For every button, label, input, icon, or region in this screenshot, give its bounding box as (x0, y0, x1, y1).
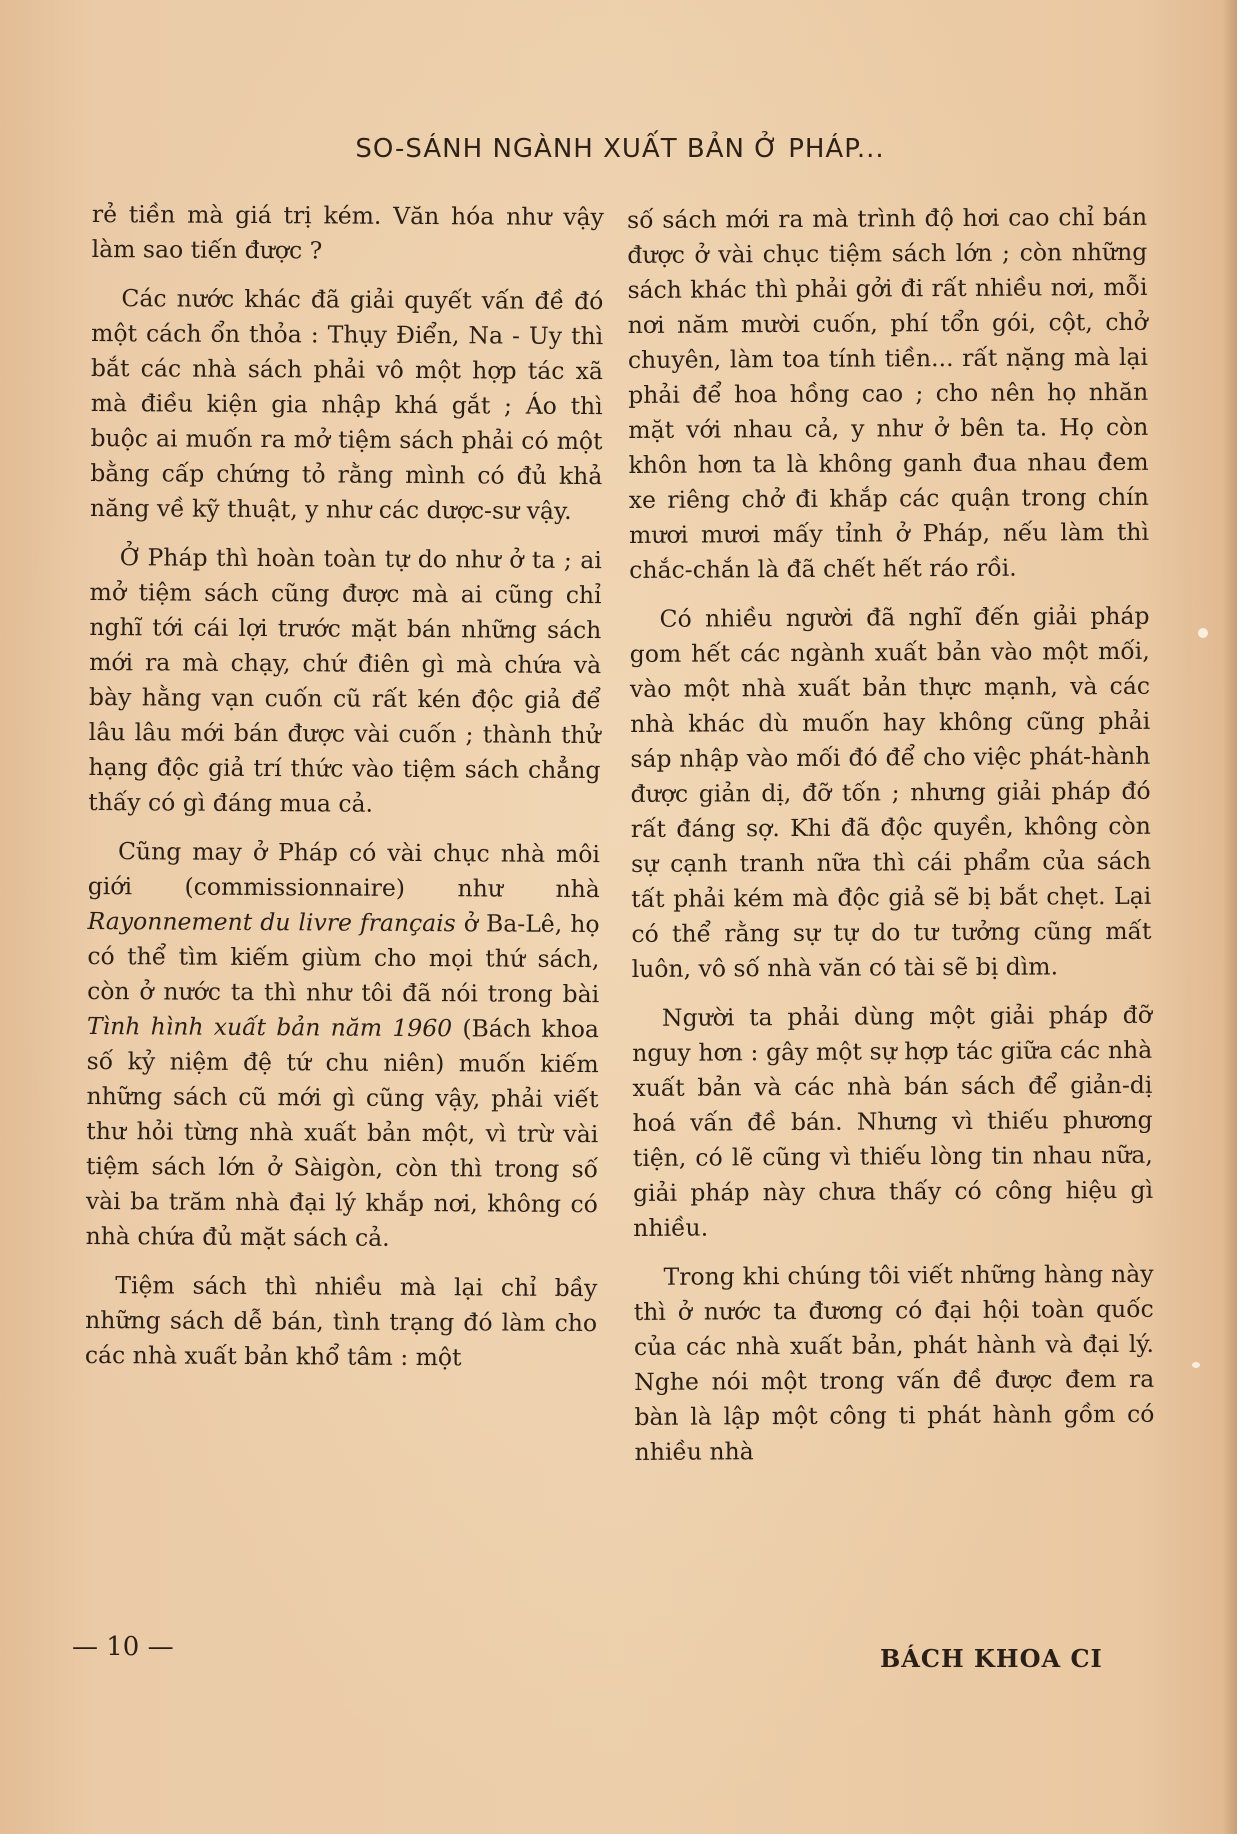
running-title: SO-SÁNH NGÀNH XUẤT BẢN Ở PHÁP... (355, 134, 885, 164)
page-number: — 10 — (72, 1632, 174, 1662)
left-paragraph-5: Tiệm sách thì nhiều mà lại chỉ bầy những sách dễ bán, tình trạng đó làm cho các nhà xuất bản khổ tâm : một (84, 1271, 598, 1372)
right-paragraph-1: số sách mới ra mà trình độ hơi cao chỉ bán được ở vài chục tiệm sách lớn ; còn những sách khác thì phải gởi đi rất nhiều nơi, mỗi nơi năm mười cuốn, phí tổn gói, cột, chở chuyên, làm toa tính tiền... rất nặng mà lại phải để hoa hồng cao ; cho nên họ nhăn mặt với nhau cả, y như ở bên ta. Họ còn khôn hơn ta là không ganh đua nhau đem xe riêng chở đi khắp các quận trong chín mươi mươi mấy tỉnh ở Pháp, nếu làm thì chắc-chắn là đã chết hết ráo rồi. (627, 202, 1150, 584)
paper-speck (1198, 628, 1208, 638)
left-paragraph-4 (86, 834, 601, 1257)
italic-title-tinh-hinh: Tình hình xuất bản năm 1960 (86, 1011, 453, 1043)
left-paragraph-3: Ở Pháp thì hoàn toàn tự do như ở ta ; ai mở tiệm sách cũng được mà ai cũng chỉ nghĩ tới cái lợi trước mặt bán những sách mới ra mà chạy, chứ điên gì mà chứa và bày hằng vạn cuốn cũ rất kén độc giả để lâu lâu mới bán được vài cuốn ; thành thử hạng độc giả trí thức vào tiệm sách chẳng thấy có gì đáng mua cả. (88, 543, 602, 818)
left-paragraph-1: rẻ tiền mà giá trị kém. Văn hóa như vậy làm sao tiến được ? (91, 199, 604, 265)
left-column (85, 197, 604, 1390)
italic-title-rayonnement: Rayonnement du livre français (87, 906, 456, 938)
right-paragraph-2: Có nhiều người đã nghĩ đến giải pháp gom hết các ngành xuất bản vào một mối, vào một nhà xuất bản thực mạnh, và các nhà khác dù muốn hay không cũng phải sáp nhập vào mối đó để cho việc phát-hành được giản dị, đỡ tốn ; nhưng giải pháp đó rất đáng sợ. Khi đã độc quyền, không còn sự cạnh tranh nữa thì cái phẩm của sách tất phải kém mà độc giả sẽ bị bắt chẹt. Lại có thể rằng sự tự do tư tưởng cũng mất luôn, vô số nhà văn có tài sẽ bị dìm. (629, 601, 1152, 983)
issue-label: BÁCH KHOA CI (880, 1644, 1103, 1673)
left-paragraph-4-text-c: (Bách khoa số kỷ niệm đệ tứ chu niên) muốn kiếm những sách cũ mới gì cũng vậy, phải viết thư hỏi từng nhà xuất bản một, vì trừ vài tiệm sách lớn ở Sàigòn, còn thì trong số vài ba trăm nhà đại lý khắp nơi, không có nhà chứa đủ mặt sách cả. (85, 1014, 600, 1252)
left-paragraph-4-text-b: ở Ba-Lê, họ có thể tìm kiếm giùm cho mọi thứ sách, còn ở nước ta thì như tôi đã nói trong bài (87, 909, 600, 1009)
left-paragraph-4-text-a: Cũng may ở Pháp có vài chục nhà môi giới (commissionnaire) như nhà (87, 837, 601, 904)
page-edge-shadow (1223, 0, 1237, 1834)
right-paragraph-4: Trong khi chúng tôi viết những hàng này thì ở nước ta đương có đại hội toàn quốc của các nhà xuất bản, phát hành và đại lý. Nghe nói một trong vấn đề được đem ra bàn là lập một công ti phát hành gồm có nhiều nhà (633, 1259, 1155, 1466)
right-paragraph-3: Người ta phải dùng một giải pháp đỡ nguy hơn : gây một sự hợp tác giữa các nhà xuất bản và các nhà bán sách để giản-dị hoá vấn đề bán. Nhưng vì thiếu phương tiện, có lẽ cũng vì thiếu lòng tin nhau nữa, giải pháp này chưa thấy có công hiệu gì nhiều. (632, 1000, 1154, 1242)
right-column (627, 200, 1155, 1484)
paper-speck (1192, 1362, 1200, 1368)
left-paragraph-2: Các nước khác đã giải quyết vấn đề đó một cách ổn thỏa : Thụy Điển, Na - Uy thì bắt các nhà sách phải vô một hợp tác xã mà điều kiện gia nhập khá gắt ; Áo thì buộc ai muốn ra mở tiệm sách phải có một bằng cấp chứng tỏ rằng mình có đủ khả năng về kỹ thuật, y như các dược-sư vậy. (90, 284, 604, 525)
